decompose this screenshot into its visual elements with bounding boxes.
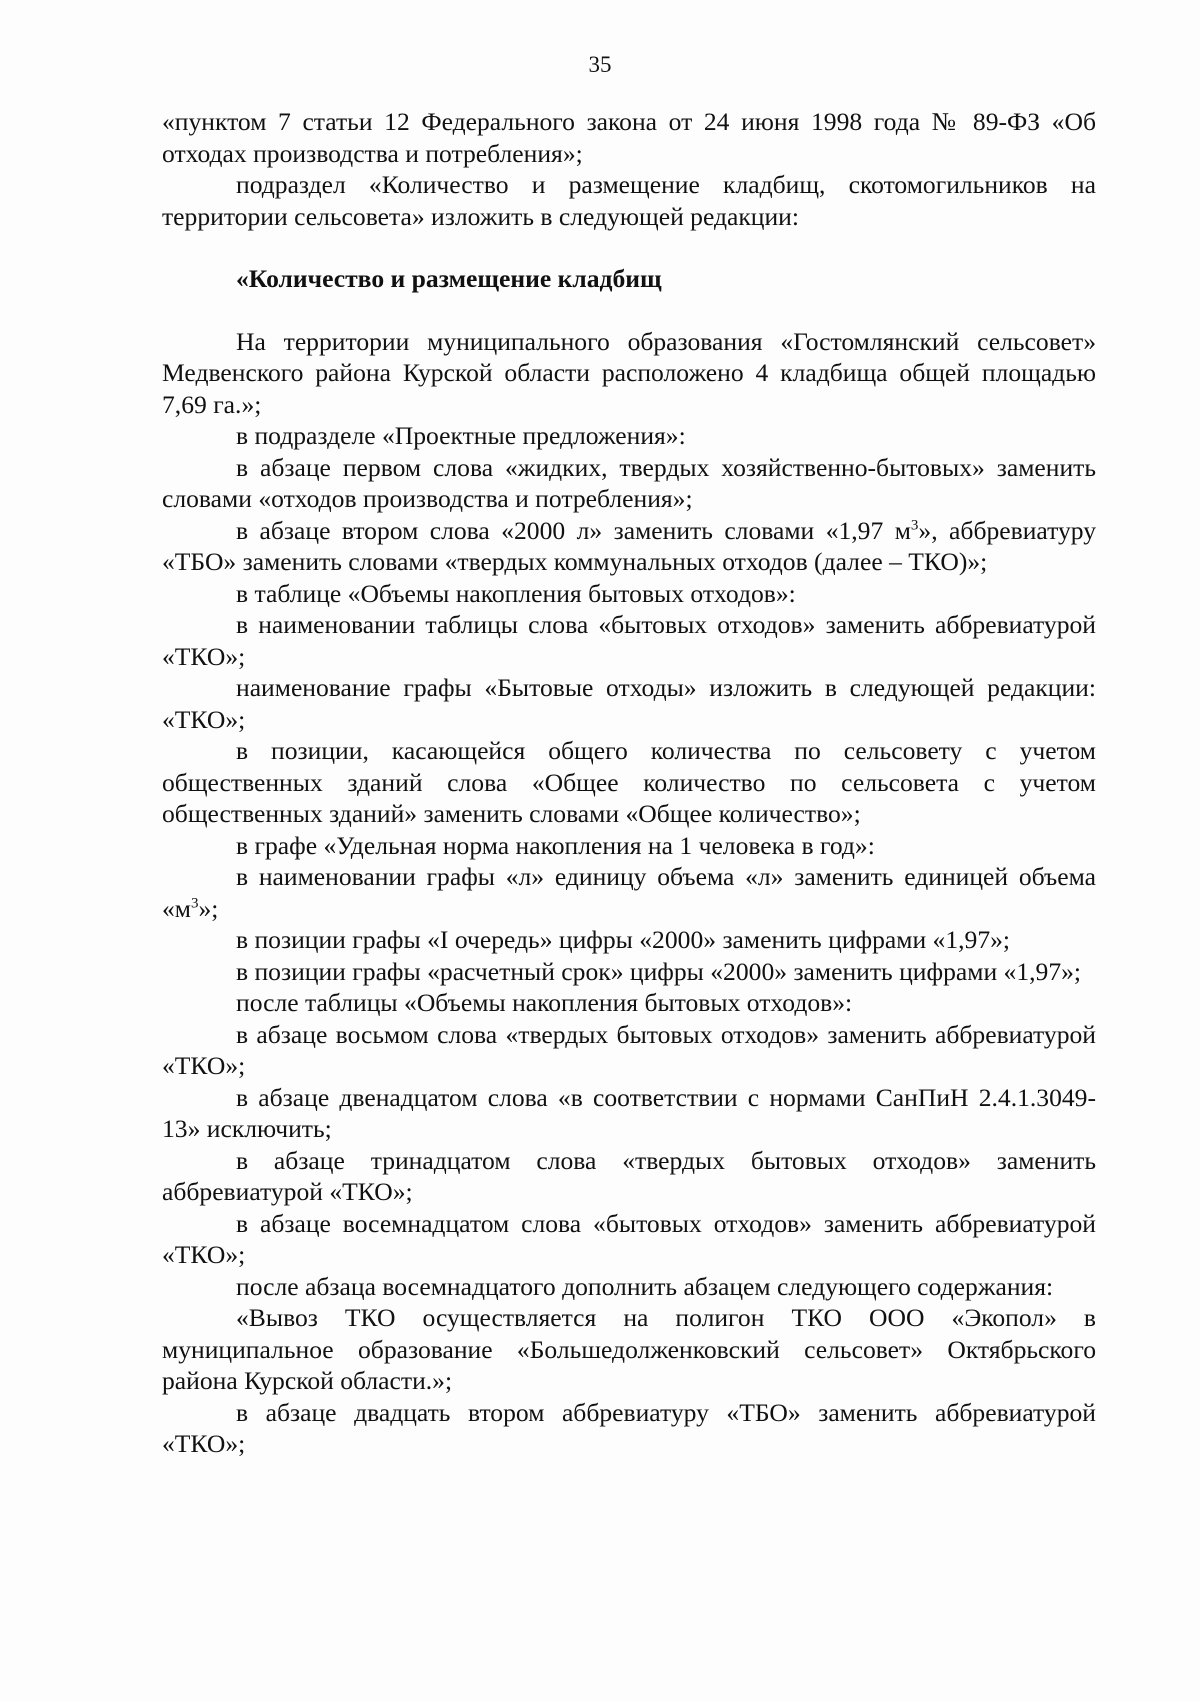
section-heading: «Количество и размещение кладбищ [236, 264, 662, 293]
paragraph: в абзаце тринадцатом слова «твердых бытовых отходов» заменить аббревиатурой «ТКО»; [162, 1145, 1096, 1206]
paragraph: «Вывоз ТКО осуществляется на полигон ТКО ООО «Экопол» в муниципальное образование «Большедолженковский сельсовет» Октябрьского района Курской области.»; [162, 1303, 1096, 1395]
document-body [162, 106, 1096, 1460]
paragraph: «пунктом 7 статьи 12 Федерального закона от 24 июня 1998 года № 89-ФЗ «Об отходах производства и потребления»; [162, 107, 1096, 168]
paragraph: после абзаца восемнадцатого дополнить абзацем следующего содержания: [236, 1271, 1054, 1301]
paragraph: в таблице «Объемы накопления бытовых отходов»: [236, 578, 796, 608]
paragraph: в абзаце восьмом слова «твердых бытовых отходов» заменить аббревиатурой «ТКО»; [162, 1019, 1096, 1080]
text-run: », аббревиатуру «ТБО» заменить словами «твердых коммунальных отходов (далее – ТКО)»; [162, 515, 1096, 576]
paragraph [162, 861, 1096, 924]
text-run: в наименовании графы «л» единицу объема «л» заменить единицей объема «м [162, 862, 1096, 923]
spacer [162, 232, 1096, 263]
text-run: в абзаце втором слова «2000 л» заменить словами «1,97 м [236, 515, 911, 545]
paragraph: в наименовании таблицы слова «бытовых отходов» заменить аббревиатурой «ТКО»; [162, 610, 1096, 671]
paragraph: в абзаце двенадцатом слова «в соответствии с нормами СанПиН 2.4.1.3049-13» исключить; [162, 1082, 1096, 1143]
paragraph: в графе «Удельная норма накопления на 1 человека в год»: [236, 830, 875, 860]
text-run: »; [198, 893, 219, 923]
superscript: 3 [191, 894, 199, 911]
paragraph: наименование графы «Бытовые отходы» изложить в следующей редакции: «ТКО»; [162, 673, 1096, 734]
superscript: 3 [910, 516, 919, 533]
paragraph: в абзаце восемнадцатом слова «бытовых отходов» заменить аббревиатурой «ТКО»; [162, 1208, 1096, 1269]
paragraph: подраздел «Количество и размещение кладбищ, скотомогильников на территории сельсовета» изложить в следующей редакции: [162, 170, 1096, 231]
paragraph: в абзаце первом слова «жидких, твердых хозяйственно-бытовых» заменить словами «отходов производства и потребления»; [162, 452, 1096, 513]
paragraph: в абзаце двадцать втором аббревиатуру «ТБО» заменить аббревиатурой «ТКО»; [162, 1397, 1096, 1458]
paragraph: в позиции, касающейся общего количества по сельсовету с учетом общественных зданий слова «Общее количество по сельсовета с учетом общественных зданий» заменить словами «Общее количество»; [162, 736, 1096, 828]
spacer [162, 295, 1096, 326]
paragraph: в подразделе «Проектные предложения»: [236, 421, 686, 450]
paragraph: в позиции графы «I очередь» цифры «2000» заменить цифрами «1,97»; [236, 925, 1011, 954]
paragraph: в позиции графы «расчетный срок» цифры «2000» заменить цифрами «1,97»; [236, 956, 1082, 986]
page-number: 35 [588, 52, 612, 77]
paragraph [162, 515, 1096, 578]
paragraph: после таблицы «Объемы накопления бытовых отходов»: [236, 988, 853, 1017]
paragraph: На территории муниципального образования «Гостомлянский сельсовет» Медвенского района Курской области расположено 4 кладбища общей площадью 7,69 га.»; [162, 326, 1096, 419]
